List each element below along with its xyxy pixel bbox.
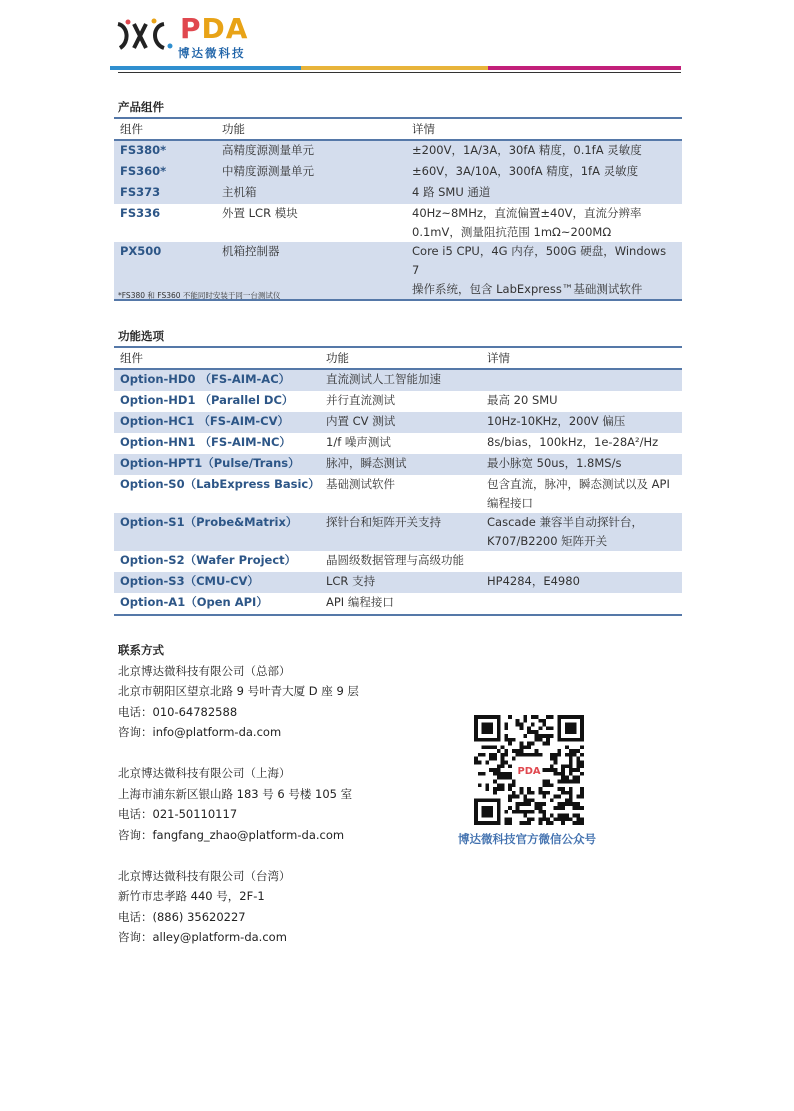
detail-line-2: 0.1mV，测量阻抗范围 1mΩ~200MΩ: [412, 225, 612, 239]
column-header: 详情: [406, 118, 682, 140]
detail-line-1: Cascade 兼容半自动探针台，: [487, 515, 643, 529]
option-name: Option-HC1 （FS-AIM-CV）: [114, 412, 320, 433]
option-function: 1/f 噪声测试: [326, 435, 391, 449]
table-header-row: [114, 347, 682, 369]
contact-title: 联系方式: [118, 643, 164, 657]
component-name: FS360*: [114, 162, 216, 183]
component-function: 外置 LCR 模块: [222, 206, 298, 220]
table-header-row: [114, 118, 682, 140]
table-row: [114, 162, 682, 183]
table-row: [114, 454, 682, 475]
components-title: 产品组件: [118, 100, 164, 114]
component-detail: 4 路 SMU 通道: [406, 183, 682, 204]
option-name: Option-S2（Wafer Project）: [120, 553, 297, 567]
component-function: 高精度源测量单元: [216, 140, 406, 162]
option-name: Option-HPT1（Pulse/Trans）: [114, 454, 320, 475]
column-header: 详情: [481, 347, 682, 369]
options-table: [114, 346, 682, 616]
table-row: [114, 433, 682, 454]
office-email[interactable]: 咨询：alley@platform-da.com: [118, 930, 287, 944]
column-header: 组件: [114, 347, 320, 369]
office-company: 北京博达微科技有限公司（台湾）: [118, 868, 291, 883]
office-address: 上海市浦东新区银山路 183 号 6 号楼 105 室: [118, 786, 353, 801]
table-row: [114, 593, 682, 615]
logo-text: PDA: [180, 12, 249, 45]
option-name: Option-S3（CMU-CV）: [114, 572, 320, 593]
option-detail: [481, 593, 682, 615]
option-function: 晶圆级数据管理与高级功能: [326, 553, 464, 567]
option-detail: [481, 369, 682, 391]
option-name: Option-S0（LabExpress Basic）: [120, 477, 320, 491]
option-name: Option-HD0 （FS-AIM-AC）: [114, 369, 320, 391]
option-detail: 最高 20 SMU: [487, 393, 558, 407]
component-detail: [406, 204, 682, 242]
option-name: Option-A1（Open API）: [114, 593, 320, 615]
office-email[interactable]: 咨询：fangfang_zhao@platform-da.com: [118, 827, 345, 842]
table-row: [114, 551, 682, 572]
header-rule: [118, 72, 681, 73]
header-color-bar: [110, 66, 681, 70]
option-detail: [481, 551, 682, 572]
option-name: Option-HD1 （Parallel DC）: [120, 393, 294, 407]
qr-caption: 博达微科技官方微信公众号: [458, 832, 596, 846]
component-detail: ±200V，1A/3A，30fA 精度，0.1fA 灵敏度: [406, 140, 682, 162]
detail-line-2: 操作系统，包含 LabExpress™基础测试软件: [412, 282, 643, 296]
table-row: [114, 369, 682, 391]
component-name: PX500: [114, 242, 216, 300]
detail-line-1: Core i5 CPU，4G 内存，500G 硬盘，Windows 7: [412, 244, 667, 277]
office-address: 北京市朝阳区望京北路 9 号叶青大厦 D 座 9 层: [118, 684, 359, 698]
table-row: [114, 572, 682, 593]
component-detail: ±60V，3A/10A，300fA 精度，1fA 灵敏度: [406, 162, 682, 183]
component-name: FS336: [120, 206, 161, 220]
logo-mark-icon: [112, 16, 176, 56]
office-phone: 电话：(886) 35620227: [118, 909, 246, 924]
column-header: 功能: [320, 347, 481, 369]
option-function: 并行直流测试: [326, 393, 395, 407]
option-name: Option-HN1 （FS-AIM-NC）: [120, 435, 291, 449]
detail-line-1: 包含直流，脉冲，瞬态测试以及 API: [487, 477, 670, 491]
options-title: 功能选项: [118, 329, 164, 343]
table-row: [114, 391, 682, 412]
component-function: 主机箱: [216, 183, 406, 204]
contact-section: [118, 640, 359, 948]
option-function: LCR 支持: [320, 572, 481, 593]
option-function: 直流测试人工智能加速: [320, 369, 481, 391]
option-name: Option-S1（Probe&Matrix）: [114, 513, 320, 551]
office-email[interactable]: 咨询：info@platform-da.com: [118, 725, 282, 739]
option-detail: [481, 475, 682, 513]
detail-line-1: 40Hz~8MHz，直流偏置±40V，直流分辨率: [412, 206, 642, 220]
table-row: [114, 475, 682, 513]
wechat-qr-code: [474, 715, 584, 825]
column-header: 功能: [216, 118, 406, 140]
option-detail: HP4284，E4980: [481, 572, 682, 593]
company-logo: [112, 14, 262, 58]
option-detail: 10Hz-10KHz，200V 偏压: [481, 412, 682, 433]
option-function: API 编程接口: [320, 593, 481, 615]
logo-subtitle: 博达微科技: [178, 46, 246, 60]
component-detail: [406, 242, 682, 300]
table-row: [114, 204, 682, 242]
office-company: 北京博达微科技有限公司（总部）: [118, 663, 291, 678]
table-row: [114, 513, 682, 551]
component-function: 机箱控制器: [216, 242, 406, 300]
option-function: 内置 CV 测试: [320, 412, 481, 433]
components-table: [114, 117, 682, 301]
detail-line-2: 编程接口: [487, 496, 533, 510]
office-address: 新竹市忠孝路 440 号，2F-1: [118, 889, 265, 903]
option-detail: [481, 513, 682, 551]
office-phone: 电话：021-50110117: [118, 807, 238, 821]
table-row: [114, 412, 682, 433]
option-function: 脉冲，瞬态测试: [320, 454, 481, 475]
option-function: 探针台和矩阵开关支持: [320, 513, 481, 551]
table-row: [114, 183, 682, 204]
component-name: FS373: [114, 183, 216, 204]
office-company: 北京博达微科技有限公司（上海）: [118, 766, 291, 780]
option-function: 基础测试软件: [326, 477, 395, 491]
option-detail: 8s/bias，100kHz，1e-28A²/Hz: [487, 435, 659, 449]
table-row: [114, 140, 682, 162]
option-detail: 最小脉宽 50us，1.8MS/s: [481, 454, 682, 475]
svg-text:PDA: PDA: [517, 766, 541, 778]
component-name: FS380*: [114, 140, 216, 162]
office-phone: 电话：010-64782588: [118, 704, 238, 719]
column-header: 组件: [114, 118, 216, 140]
detail-line-2: K707/B2200 矩阵开关: [487, 534, 608, 548]
components-footnote: *FS380 和 FS360 不能同时安装于同一台测试仪: [118, 291, 281, 300]
component-function: 中精度源测量单元: [216, 162, 406, 183]
